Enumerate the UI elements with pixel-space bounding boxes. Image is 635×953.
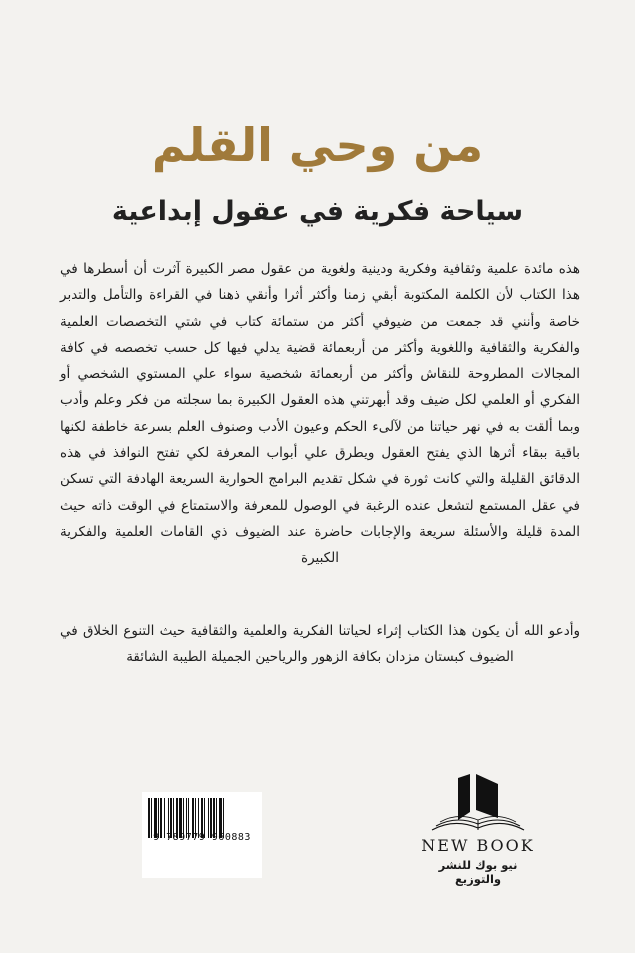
isbn-number: 9 789779 960883: [153, 832, 251, 843]
book-title: من وحي القلم: [151, 118, 484, 172]
publisher-name: NEW BOOK: [421, 836, 535, 855]
blurb-paragraph-1: هذه مائدة علمية وثقافية وفكرية ودينية ولغوية من عقول مصر الكبيرة آثرت أن أسطرها في هذا الكتاب لأن الكلمة المكتوبة أبقي زمنا وأكثر أثرا وأنقي ذهنا في القراءة والتأمل والتدبر خاصة وأنني قد جمعت من ضيوفي أكثر من ستمائة كتاب في شتي التخصصات العلمية والفكرية والثقافية واللغوية وأكثر من أربعمائة قضية يدلي فيها كل حسب تخصصه في كافة المجالات المطروحة للنقاش وأكثر من أربعمائة شخصية سواء علي المستوي الشخصي أو الفكري أو العلمي لكل ضيف وقد أبهرتني هذه العقول الكبيرة بما سجلته من فكر وعلم وأدب وبما ألقت به في نهر حياتنا من لآلىء الحكم وعيون الأدب وصنوف العلم بسرعة خاطفة لكنها باقية ببقاء أثرها الذي يفتح العقول ويطرق علي أبواب المعرفة لكي تفتح النوافذ في هذه الدقائق القليلة والتي كانت ثورة في شكل تقديم البرامج الحوارية السريعة الهادفة التي تسكن في عقل المستمع لتشعل عنده الرغبة في الوصول للمعرفة والاستمتاع في الوقت ذاته حيث المدة قليلة والأسئلة سريعة والإجابات حاضرة عند الضيوف ذي القامات العلمية والفكرية الكبيرة: [60, 261, 580, 567]
open-book-logo-icon: [418, 772, 538, 836]
publisher-logo: [418, 772, 538, 886]
book-subtitle: سياحة فكرية في عقول إبداعية: [111, 196, 524, 227]
publisher-tagline: نيو بوك للنشر والتوزيع: [438, 858, 518, 886]
blurb-paragraph-2: وأدعو الله أن يكون هذا الكتاب إثراء لحياتنا الفكرية والعلمية والثقافية حيث التنوع الخلاق في الضيوف كبستان مزدان بكافة الزهور والرياحين الجميلة الطيبة الشائقة: [60, 623, 580, 666]
